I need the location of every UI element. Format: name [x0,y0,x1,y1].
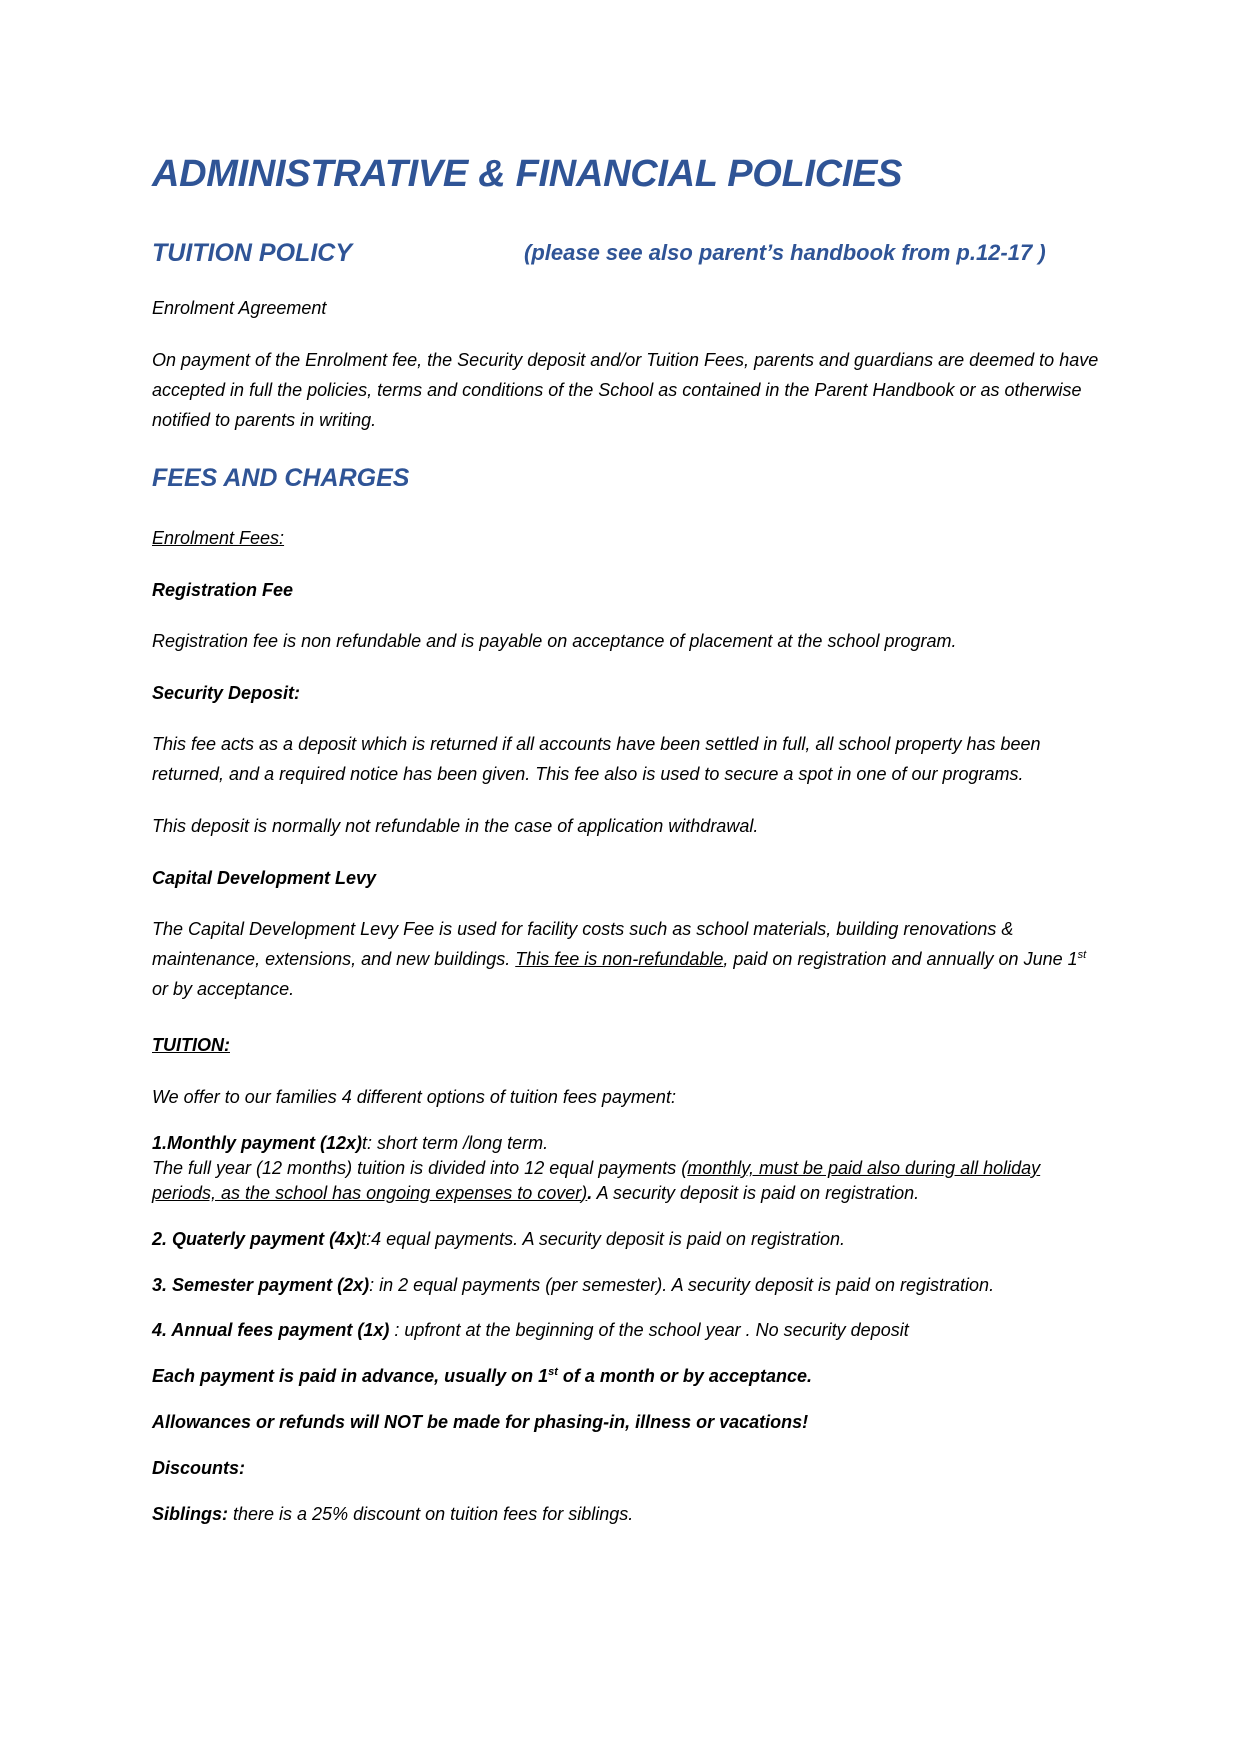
non-refundable-text: This fee is non-refundable [515,949,724,969]
fees-and-charges-heading: FEES AND CHARGES [152,464,410,492]
payment-option-monthly: 1.Monthly payment (12x)t: short term /long term. The full year (12 months) tuition is divided into 12 equal payments (monthly, must be paid also during all holiday periods, as the school has ongoing expenses to cover). A security deposit is paid on registration. [152,1133,1041,1203]
payment-option-annual: 4. Annual fees payment (1x) : upfront at the beginning of the school year . No security deposit [152,1320,909,1340]
capital-levy-heading: Capital Development Levy [152,868,377,888]
page-title: ADMINISTRATIVE & FINANCIAL POLICIES [152,153,903,195]
enrolment-agreement-text: On payment of the Enrolment fee, the Security deposit and/or Tuition Fees, parents and guardians are deemed to have accepted in full the policies, terms and conditions of the School as contained in the Parent Handbook or as otherwise notified to parents in writing. [152,350,1099,430]
advance-payment-note: Each payment is paid in advance, usually on 1st of a month or by acceptance. [152,1366,812,1386]
payment-option-quarterly: 2. Quaterly payment (4x)t:4 equal payments. A security deposit is paid on registration. [152,1229,846,1249]
siblings-discount: Siblings: there is a 25% discount on tuition fees for siblings. [152,1504,634,1524]
payment-option-semester: 3. Semester payment (2x): in 2 equal payments (per semester). A security deposit is paid on registration. [152,1275,995,1295]
capital-levy-text: The Capital Development Levy Fee is used for facility costs such as school materials, building renovations & maintenance, extensions, and new buildings. This fee is non-refundable, paid on registration and annually on June 1st or by acceptance. [152,919,1087,999]
enrolment-agreement-label: Enrolment Agreement [152,298,327,318]
allowances-note: Allowances or refunds will NOT be made for phasing-in, illness or vacations! [152,1412,809,1432]
registration-fee-text: Registration fee is non refundable and is payable on acceptance of placement at the school program. [152,631,957,651]
handbook-reference-note: (please see also parent’s handbook from p.12-17 ) [524,240,1046,265]
tuition-intro: We offer to our families 4 different options of tuition fees payment: [152,1087,676,1107]
enrolment-fees-label: Enrolment Fees: [152,528,285,548]
tuition-policy-heading: TUITION POLICY [152,239,352,267]
security-deposit-heading: Security Deposit: [152,683,301,703]
tuition-heading: TUITION: [152,1035,230,1055]
security-deposit-note: This deposit is normally not refundable in the case of application withdrawal. [152,816,759,836]
security-deposit-text: This fee acts as a deposit which is returned if all accounts have been settled in full, all school property has been returned, and a required notice has been given. This fee also is used to secure a spot in one of our programs. [152,734,1041,784]
registration-fee-heading: Registration Fee [152,580,294,600]
discounts-heading: Discounts: [152,1458,246,1478]
